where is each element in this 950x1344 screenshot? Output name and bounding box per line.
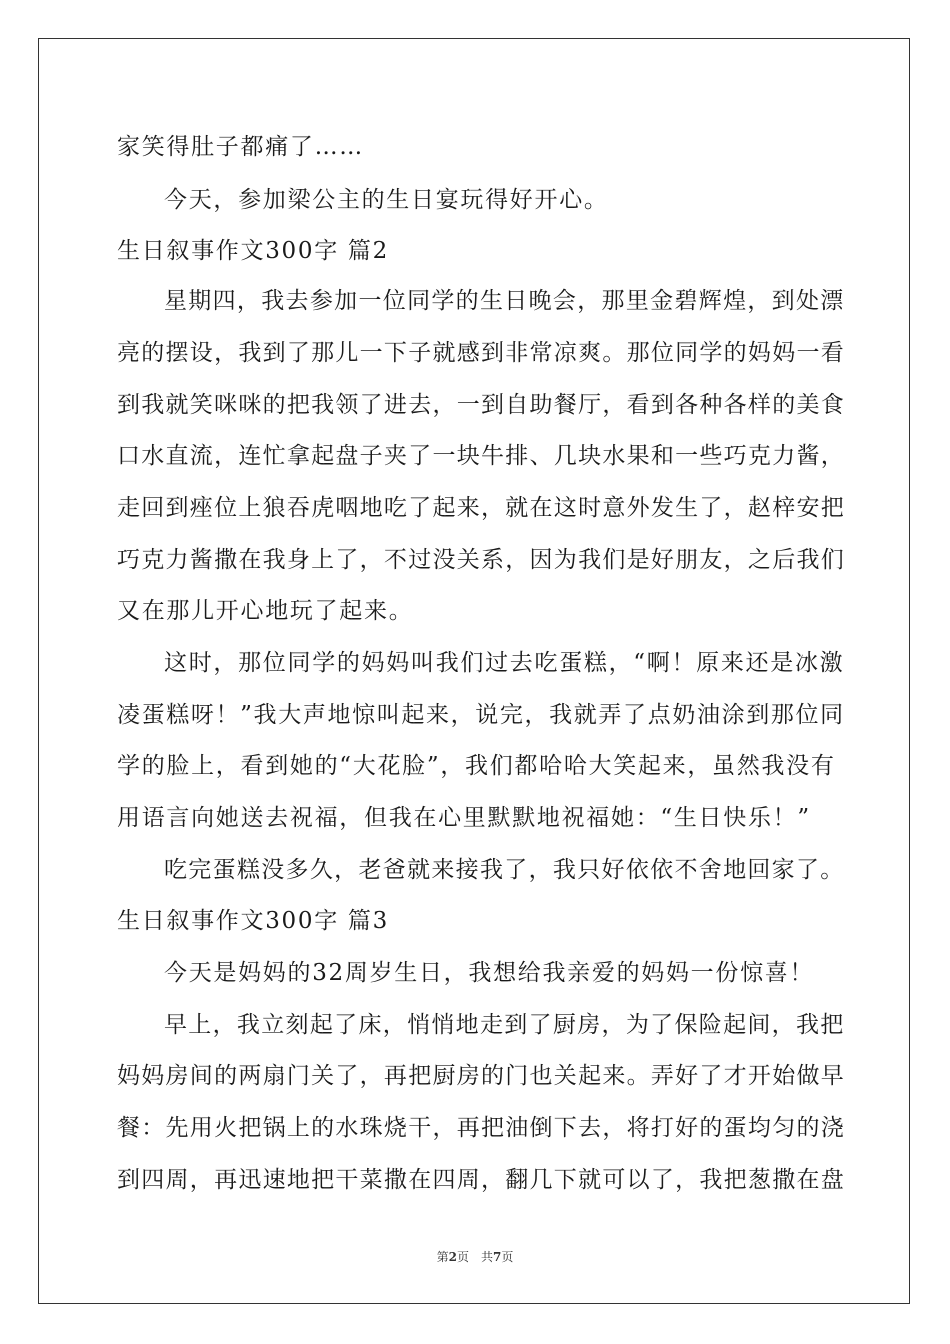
current-page-number: 2	[448, 1250, 457, 1264]
footer-suffix: 页	[501, 1250, 514, 1264]
text-line: 今天，参加梁公主的生日宴玩得好开心。	[164, 187, 609, 213]
section-heading: 生日叙事作文300字 篇2	[117, 238, 389, 264]
total-page-number: 7	[493, 1250, 502, 1264]
footer-prefix: 第	[436, 1250, 449, 1264]
text-line: 凌蛋糕呀！”我大声地惊叫起来，说完，我就弄了点奶油涂到那位同	[117, 702, 845, 728]
text-line: 学的脸上，看到她的“大花脸”，我们都哈哈大笑起来，虽然我没有	[117, 753, 836, 779]
text-line: 今天是妈妈的32周岁生日，我想给我亲爱的妈妈一份惊喜！	[164, 960, 815, 986]
footer-mid: 页 共	[456, 1250, 493, 1264]
text-line: 妈妈房间的两扇门关了，再把厨房的门也关起来。弄好了才开始做早	[117, 1063, 845, 1089]
section-heading: 生日叙事作文300字 篇3	[117, 908, 389, 934]
text-line: 到我就笑咪咪的把我领了进去，一到自助餐厅，看到各种各样的美食	[117, 392, 845, 418]
text-line: 吃完蛋糕没多久，老爸就来接我了，我只好依依不舍地回家了。	[164, 857, 845, 883]
text-line: 用语言向她送去祝福，但我在心里默默地祝福她：“生日快乐！”	[117, 805, 811, 831]
text-line: 早上，我立刻起了床，悄悄地走到了厨房，为了保险起间，我把	[164, 1012, 845, 1038]
text-line: 这时，那位同学的妈妈叫我们过去吃蛋糕，“啊！原来还是冰激	[164, 650, 845, 676]
text-line: 家笑得肚子都痛了……	[117, 134, 364, 160]
text-line: 口水直流，连忙拿起盘子夹了一块牛排、几块水果和一些巧克力酱，	[117, 443, 845, 469]
text-line: 走回到痤位上狼吞虎咽地吃了起来，就在这时意外发生了，赵梓安把	[117, 495, 845, 521]
text-line: 餐：先用火把锅上的水珠烧干，再把油倒下去，将打好的蛋均匀的浇	[117, 1115, 845, 1141]
text-line: 巧克力酱撒在我身上了，不过没关系，因为我们是好朋友，之后我们	[117, 547, 845, 573]
text-line: 星期四，我去参加一位同学的生日晚会，那里金碧辉煌，到处漂	[164, 288, 845, 314]
page-number-footer	[0, 1248, 950, 1265]
text-line: 到四周，再迅速地把干菜撒在四周，翻几下就可以了，我把葱撒在盘	[117, 1167, 845, 1193]
text-line: 亮的摆设，我到了那儿一下子就感到非常凉爽。那位同学的妈妈一看	[117, 340, 845, 366]
text-line: 又在那儿开心地玩了起来。	[117, 598, 414, 624]
